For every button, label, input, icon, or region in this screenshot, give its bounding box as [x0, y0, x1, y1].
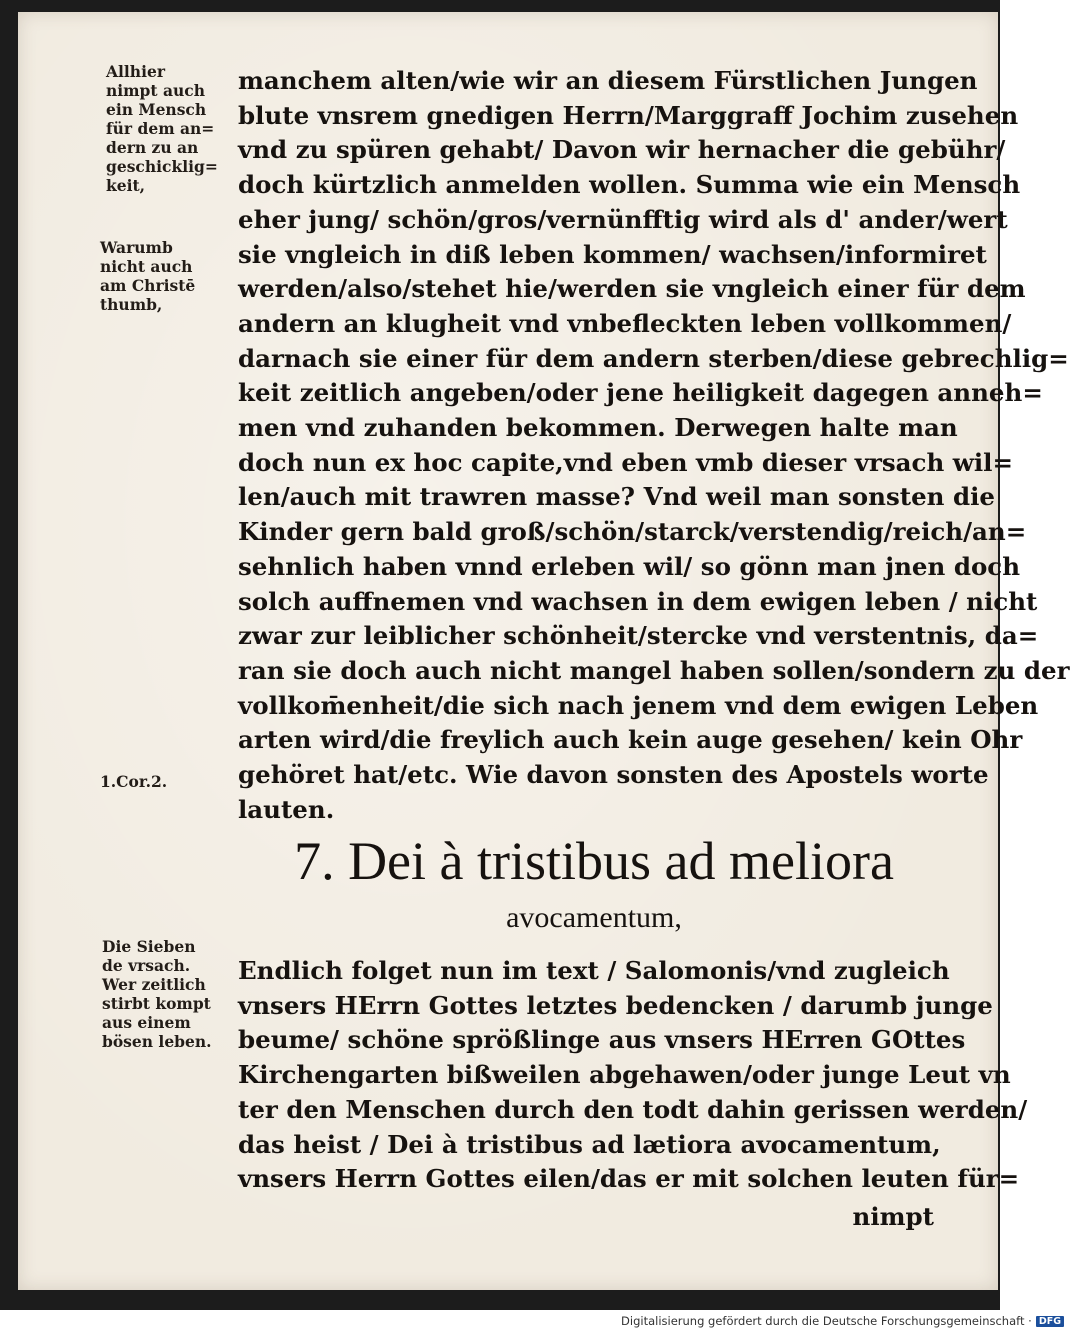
margin-note-citation	[100, 772, 167, 791]
text-line: Kirchengarten bißweilen abgehawen/oder junge Leut vn	[238, 1060, 1011, 1090]
text-line: vnsers HErrn Gottes letztes bedencken / darumb junge	[238, 990, 993, 1020]
text-line: ter den Menschen durch den todt dahin gerissen werden/	[238, 1094, 1028, 1124]
text-line: vnd zu spüren gehabt/ Davon wir hernacher die gebühr/	[238, 135, 1006, 165]
text-line: beume/ schöne sprößlinge aus vnsers HErren GOttes	[238, 1025, 966, 1055]
text-line: ran sie doch auch nicht mangel haben sollen/sondern zu der	[238, 655, 1070, 685]
margin-note-line: Wer zeitlich	[102, 975, 206, 994]
text-line: vnsers Herrn Gottes eilen/das er mit solchen leuten für=	[238, 1164, 1020, 1194]
text-line: doch kürtzlich anmelden wollen. Summa wie ein Mensch	[238, 170, 1021, 200]
section-heading	[238, 828, 950, 938]
text-line: sie vngleich in diß leben kommen/ wachsen/informiret	[238, 239, 987, 269]
margin-note-line: dern zu an	[106, 138, 199, 157]
text-line: keit zeitlich angeben/oder jene heiligkeit dagegen anneh=	[238, 378, 1043, 408]
margin-note-line: 1.Cor.2.	[100, 772, 168, 791]
text-line: sehnlich haben vnnd erleben wil/ so gönn man jnen doch	[238, 551, 1021, 581]
margin-note-4	[102, 937, 236, 1051]
margin-note-line: bösen leben.	[102, 1032, 212, 1051]
text-line: Kinder gern bald groß/schön/starck/verstendig/reich/an=	[238, 517, 1027, 547]
section-heading-subtitle: avocamentum,	[506, 901, 682, 934]
text-line: eher jung/ schön/gros/vernünfftig wird als d' ander/wert	[238, 204, 1008, 234]
text-line: zwar zur leiblicher schönheit/stercke vnd verstentnis, da=	[238, 621, 1039, 651]
digitization-footer	[621, 1314, 1064, 1328]
text-line: len/auch mit trawren masse? Vnd weil man sonsten die	[238, 482, 996, 512]
section-heading-title: 7. Dei à tristibus ad meliora	[294, 831, 894, 891]
text-line: Endlich folget nun im text / Salomonis/vnd zugleich	[238, 956, 950, 985]
margin-note-line: Warumb	[100, 238, 173, 257]
margin-note-line: geschicklig=	[106, 157, 218, 176]
margin-note-line: thumb,	[100, 295, 163, 314]
margin-note-2	[100, 238, 234, 314]
footer-text: Digitalisierung gefördert durch die Deutsche Forschungsgemeinschaft ·	[621, 1314, 1032, 1328]
margin-note-line: ein Mensch	[106, 100, 207, 119]
section-text-block	[238, 954, 1028, 1197]
text-line: andern an klugheit vnd vnbefleckten leben vollkommen/	[238, 308, 1012, 338]
text-line: doch nun ex hoc capite,vnd eben vmb dieser vrsach wil=	[238, 447, 1014, 477]
book-page	[18, 12, 1070, 1290]
margin-note-line: aus einem	[102, 1013, 191, 1032]
text-line: das heist / Dei à tristibus ad lætiora avocamentum,	[238, 1129, 941, 1159]
text-line: darnach sie einer für dem andern sterben/diese gebrechlig=	[238, 343, 1069, 373]
margin-note-line: nimpt auch	[106, 81, 205, 100]
text-line: vollkom̄enheit/die sich nach jenem vnd dem ewigen Leben	[238, 690, 1039, 720]
margin-note-line: stirbt kompt	[102, 994, 211, 1013]
margin-note-line: de vrsach.	[102, 956, 191, 975]
text-line: men vnd zuhanden bekommen. Derwegen halte man	[238, 413, 958, 443]
text-line: lauten.	[238, 794, 335, 824]
text-line: manchem alten/wie wir an diesem Fürstlichen Jungen	[238, 66, 978, 95]
text-line: werden/also/stehet hie/werden sie vngleich einer für dem	[238, 274, 1026, 304]
margin-note-line: nicht auch	[100, 257, 193, 276]
margin-note-line: Allhier	[106, 62, 165, 81]
text-line: gehöret hat/etc. Wie davon sonsten des Apostels worte	[238, 760, 989, 790]
margin-note-line: am Christē	[100, 276, 196, 295]
text-line: solch auffnemen vnd wachsen in dem ewigen leben / nicht	[238, 586, 1038, 616]
margin-note-1	[106, 62, 234, 195]
margin-note-line: keit,	[106, 176, 146, 195]
text-line: blute vnsrem gnedigen Herrn/Marggraff Jochim zusehen	[238, 100, 1019, 130]
catchword: nimpt	[852, 1202, 934, 1231]
main-text-block	[238, 64, 1070, 827]
text-line: arten wird/die freylich auch kein auge gesehen/ kein Ohr	[238, 725, 1023, 755]
margin-note-line: Die Sieben	[102, 937, 196, 956]
dfg-logo: DFG	[1036, 1316, 1064, 1327]
margin-note-line: für dem an=	[106, 119, 215, 138]
